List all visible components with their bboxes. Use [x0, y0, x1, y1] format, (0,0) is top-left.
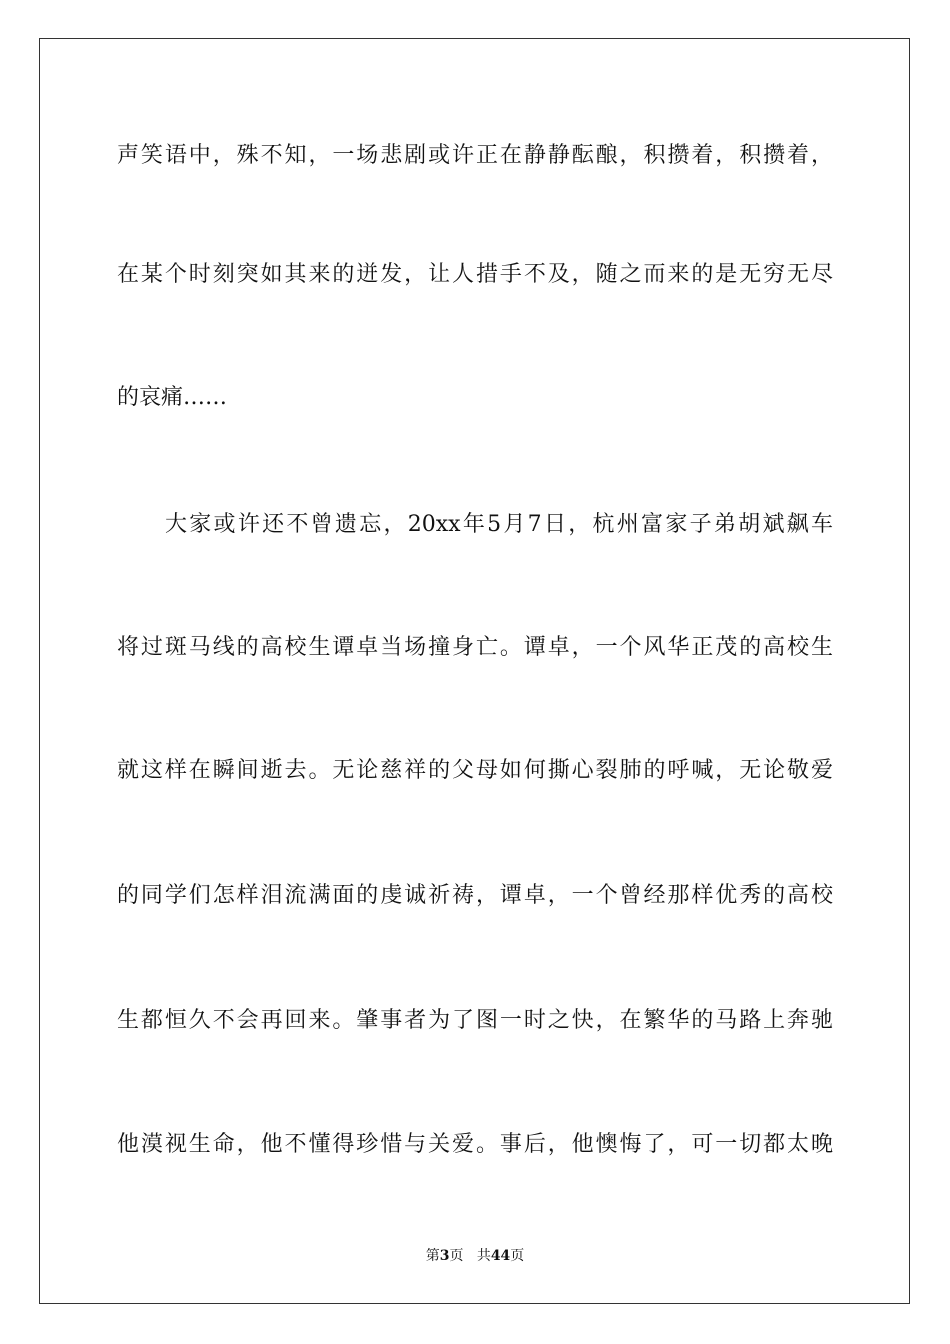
text-line-9: 他漠视生命，他不懂得珍惜与关爱。事后，他懊悔了，可一切都太晚	[117, 1132, 833, 1157]
text-line-5: 将过斑马线的高校生谭卓当场撞身亡。谭卓，一个风华正茂的高校生	[117, 635, 833, 660]
total-suffix: 页	[510, 1248, 525, 1264]
text-line-8: 生都恒久不会再回来。肇事者为了图一时之快，在繁华的马路上奔驰	[117, 1008, 833, 1033]
total-prefix: 共	[476, 1248, 491, 1264]
text-line-6: 就这样在瞬间逝去。无论慈祥的父母如何撕心裂肺的呼喊，无论敬爱	[117, 758, 833, 783]
total-pages: 44	[490, 1248, 511, 1264]
page-suffix: 页	[449, 1248, 464, 1264]
text-line-3: 的哀痛……	[117, 385, 228, 410]
text-line-7: 的同学们怎样泪流满面的虔诚祈祷，谭卓，一个曾经那样优秀的高校	[117, 883, 833, 908]
text-line-4: 大家或许还不曾遗忘，20xx年5月7日，杭州富家子弟胡斌飙车	[165, 512, 833, 537]
page-number: 3	[439, 1248, 450, 1264]
text-line-2: 在某个时刻突如其来的迸发，让人措手不及，随之而来的是无穷无尽	[117, 262, 833, 287]
page-prefix: 第	[425, 1248, 440, 1264]
page-border	[39, 38, 910, 1304]
text-line-1: 声笑语中，殊不知，一场悲剧或许正在静静酝酿，积攒着，积攒着，	[117, 143, 833, 168]
page-footer	[0, 1247, 950, 1265]
